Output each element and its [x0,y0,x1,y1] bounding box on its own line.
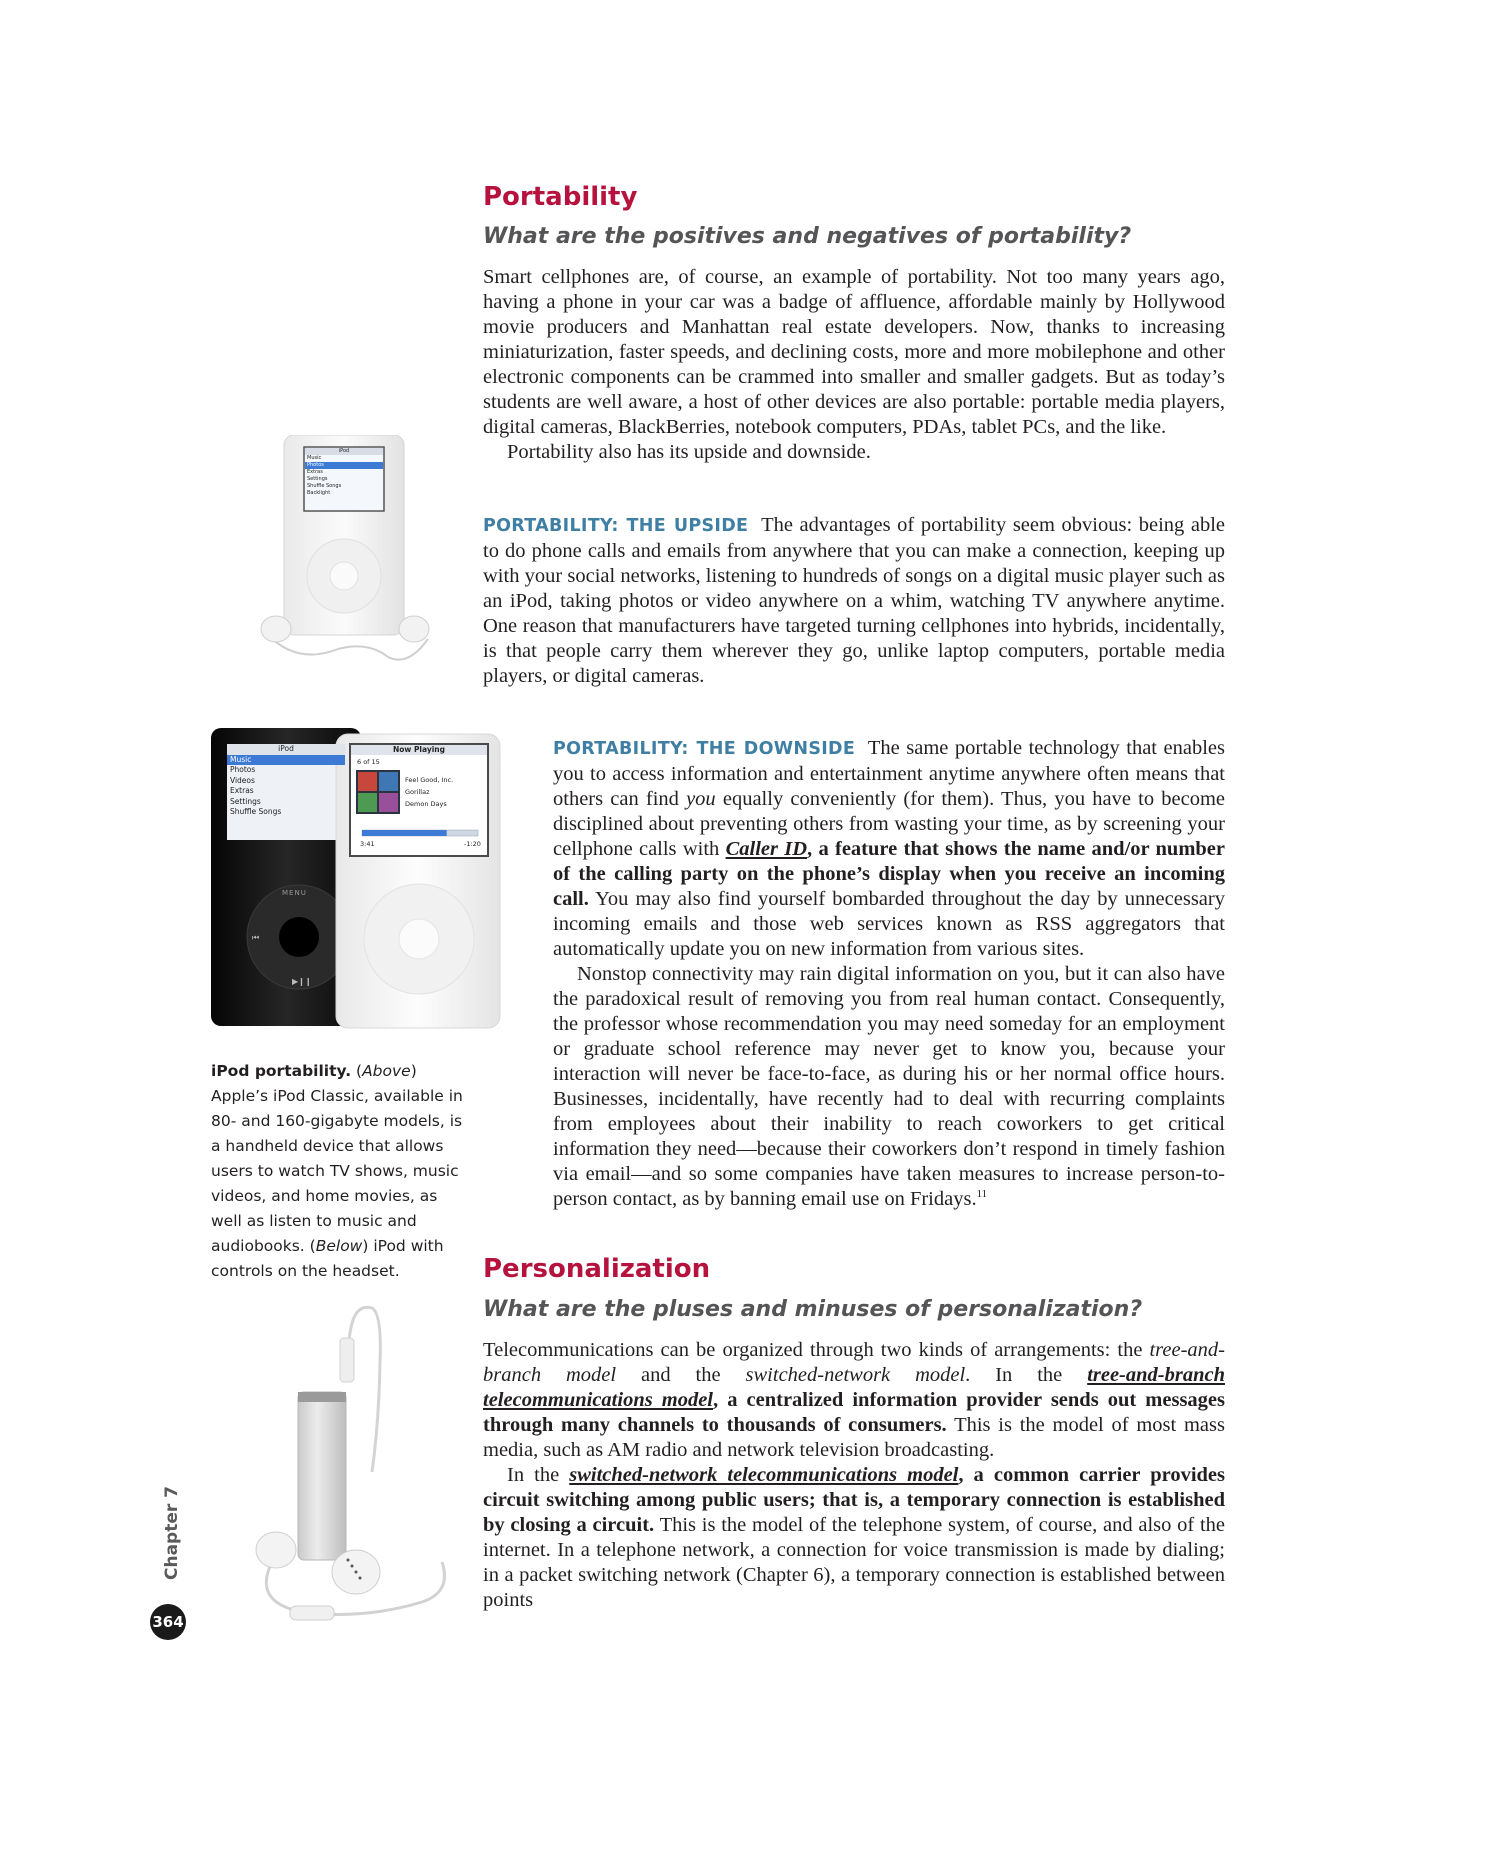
menu-item-selected: Music [227,755,345,766]
text: This is the model of the telephone system, of course, and also of the internet. In a telephone network, a connection for voice transmission is made by dialing; in a packet switching network (Chapter 6), a temporary connection is established between points [483,1514,1225,1611]
ipod-shuffle-headset-image [232,1302,468,1628]
section-heading-personalization: Personalization [483,1254,711,1284]
menu-item: Photos [230,765,256,774]
downside-paragraph [553,736,1225,1212]
footnote-ref: 11 [976,1188,988,1201]
emphasis-switched: switched-network model [745,1364,966,1386]
ipod-black-screen [227,744,345,818]
menu-item: Shuffle Songs [307,483,342,489]
upside-text: The advantages of portability seem obvious: being able to do phone calls and emails from anywhere that you can make a connection, keeping up with your social networks, listening to hundreds of songs on a digital music player such as an iPod, taking photos or video anywhere on a whim, watching TV anywhere anytime. One reason that manufacturers have targeted turning cellphones into hybrids, incidentally, is that people carry them wherever they go, unlike laptop computers, portable media players, or digital cameras. [483,514,1225,687]
term-switched-network: switched-network telecommunications model [569,1464,959,1486]
progress-bar-fill [362,830,447,836]
figure-caption [211,1059,463,1284]
term-tree-and-branch: tree-and-branch telecommunications model [483,1364,1225,1411]
section-question-portability: What are the positives and negatives of portability? [483,224,1132,249]
elapsed-time: 3:41 [360,840,375,848]
track-count: 6 of 15 [357,758,380,766]
upside-paragraph [483,513,1225,689]
paragraph [483,1338,1225,1463]
paragraph: Smart cellphones are, of course, an example of portability. Not too many years ago, having a phone in your car was a badge of affluence, affordable mainly by Hollywood movie producers and Manhattan real estate developers. Now, thanks to increasing miniaturization, faster speeds, and declining costs, more and more mobilephone and other electronic components can be crammed into smaller and smaller gadgets. But as today’s students are well aware, a host of other devices are also portable: portable media players, digital cameras, BlackBerries, notebook computers, PDAs, tablet PCs, and the like. [483,266,1225,438]
album-name: Demon Days [405,800,447,808]
text: This is the model of most mass media, such as AM radio and network television broadcasting. [483,1414,1225,1461]
downside-text-a: The same portable technology that enables you to access information and entertainment anytime anywhere often means that others can find [553,737,1225,810]
ipod-classic-white-image [238,435,450,665]
paragraph [483,1463,1225,1613]
caption-below: Below [315,1237,363,1255]
caption-text1: Apple’s iPod Classic, available in 80- and 160-gigabyte models, is a handheld device that allows users to watch TV shows, music videos, and home movies, as well as listen to music and audiobooks. [211,1087,463,1255]
track-info [405,774,453,810]
menu-item: Shuffle Songs [230,807,282,816]
caption-title: iPod portability. [211,1062,352,1080]
downside-text-b: equally conveniently (for them). Thus, you have to become disciplined about preventing others from wasting your time, as by screening your cellphone calls with [553,788,1225,860]
portability-intro [483,265,1225,465]
menu-item: Backlight [307,490,331,496]
menu-item: Settings [230,796,261,806]
chapter-label: Chapter 7 [162,1485,182,1580]
paragraph: Portability also has its upside and downside. [507,441,871,463]
paragraph [483,513,1225,689]
emphasis-tree: tree-and-branch model [483,1339,1225,1386]
paragraph-nonstop [483,962,1225,1212]
menu-item: Extras [307,469,323,475]
section-question-personalization: What are the pluses and minuses of personalization? [483,1297,1143,1322]
caption-text2: iPod with controls on the headset. [211,1237,444,1280]
definition-tree-and-branch: , a centralized information provider sends out messages through many channels to thousands of consumers. [483,1389,1226,1436]
text: . In the [965,1364,1063,1386]
definition-caller-id: , a feature that shows the name and/or number of the calling party on the phone’s display when you receive an incoming call. [553,838,1226,910]
paragraph [553,736,1225,962]
downside-text-c: You may also find yourself bombarded throughout the day by unnecessary incoming emails and those web services known as RSS aggregators that automatically update you on new information from various sites. [553,888,1225,960]
screen-title: iPod [227,744,345,755]
ipod-white-screen [305,448,383,497]
definition-switched-network: , a common carrier provides circuit switching among public users; that is, a temporary connection is established by closing a circuit. [483,1464,1226,1536]
runin-heading-upside: PORTABILITY: THE UPSIDE [483,516,749,536]
text: and the [641,1364,721,1386]
page-number-badge: 364 [150,1604,186,1640]
term-caller-id: Caller ID [725,838,808,860]
artist-name: Gorillaz [405,788,430,796]
screen-title: iPod [338,448,350,454]
play-pause-icon: ▶❙❙ [292,977,312,986]
menu-label: MENU [282,889,307,897]
personalization-body [483,1338,1225,1613]
menu-item: Videos [230,775,255,785]
now-playing-title: Now Playing [392,745,446,754]
menu-item: Settings [307,476,328,482]
remaining-time: -1:20 [464,840,481,848]
text: Telecommunications can be organized through two kinds of arrangements: the [483,1339,1143,1361]
nonstop-text: Nonstop connectivity may rain digital information on you, but it can also have the paradoxical result of removing you from real human contact. Consequently, the professor whose recommendation you may need someday for an employment or graduate school reference may never get to know you, because your interaction will never be face-to-face, as during his or her normal office hours. Businesses, incidentally, have recently had to deal with recurring complaints from employees about their inability to reach coworkers to get critical information they need—because their coworkers don’t respond in timely fashion via email—and so some companies have taken measures to increase person-to-person contact, as by banning email use on Fridays. [553,963,1225,1210]
caption-text: iPod portability. (Above) Apple’s iPod Classic, available in 80- and 160-gigabyte models, is a handheld device that allows users to watch TV shows, music videos, and home movies, as well as listen to music and audiobooks. (Below) iPod with controls on the headset. [211,1062,463,1280]
menu-item: Extras [230,786,254,795]
ipod-video-pair-image [210,727,502,1029]
ipod-shuffle-illustration [232,1302,468,1628]
text: In the [507,1464,560,1486]
emphasis-you: you [686,788,716,810]
menu-item: Music [307,455,322,461]
menu-item-selected: Photos [305,462,383,469]
rewind-icon: ⏮ [252,933,260,942]
song-title: Feel Good, Inc. [405,776,454,784]
caption-above: Above [362,1062,411,1080]
section-heading-portability: Portability [483,182,638,212]
runin-heading-downside: PORTABILITY: THE DOWNSIDE [553,739,856,759]
